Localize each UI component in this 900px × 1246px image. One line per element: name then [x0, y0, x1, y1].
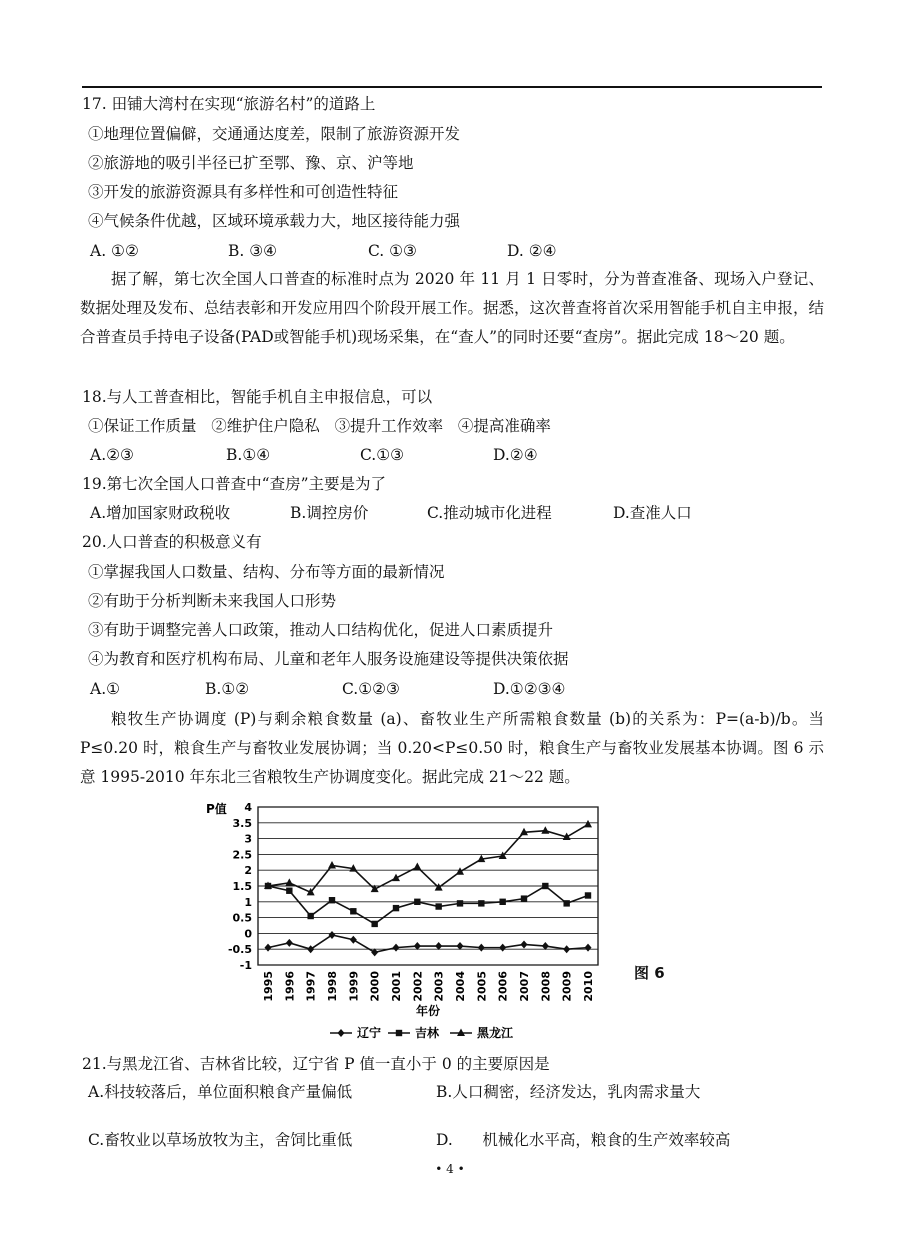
q19-option-b[interactable]: B.调控房价 — [290, 504, 369, 522]
data-point-series-1 — [563, 945, 570, 953]
data-point-series-2 — [542, 883, 548, 889]
x-tick-label: 2003 — [432, 971, 446, 1002]
x-tick-label: 2001 — [390, 971, 403, 1002]
page-number: • 4 • — [435, 1162, 465, 1176]
q21-option-d[interactable]: D. 机械化水平高，粮食的生产效率较高 — [436, 1131, 731, 1149]
y-axis-label: P值 — [206, 802, 227, 816]
legend-label: 辽宁 — [357, 1026, 382, 1040]
y-tick-label: 0 — [244, 927, 252, 941]
data-point-series-2 — [307, 913, 313, 919]
x-tick-label: 2004 — [454, 971, 467, 1002]
q21-option-a[interactable]: A.科技较落后，单位面积粮食产量偏低 — [88, 1083, 353, 1101]
q17-option-d[interactable]: D. ②④ — [507, 242, 557, 260]
q19-option-c[interactable]: C.推动城市化进程 — [427, 504, 552, 522]
y-tick-label: 4 — [244, 801, 252, 814]
x-tick-label: 2005 — [475, 971, 489, 1002]
q17-item-1: ①地理位置偏僻，交通通达度差，限制了旅游资源开发 — [88, 125, 461, 143]
q20-option-a[interactable]: A.① — [90, 680, 121, 698]
q20-option-d[interactable]: D.①②③④ — [493, 680, 566, 698]
data-point-series-1 — [585, 944, 592, 952]
q19-stem: 19.第七次全国人口普查中“查房”主要是为了 — [82, 475, 386, 493]
x-axis-label: 年份 — [415, 1004, 441, 1018]
x-tick-label: 1997 — [304, 971, 318, 1002]
series-line-1 — [268, 935, 588, 952]
q17-item-3: ③开发的旅游资源具有多样性和可创造性特征 — [88, 183, 399, 201]
data-point-series-1 — [478, 944, 485, 952]
x-tick-label: 1995 — [262, 971, 275, 1002]
q17-item-2: ②旅游地的吸引半径已扩至鄂、豫、京、沪等地 — [88, 154, 414, 172]
q17-option-b[interactable]: B. ③④ — [228, 242, 278, 260]
x-tick-label: 1999 — [347, 971, 361, 1002]
data-point-series-1 — [393, 944, 400, 952]
data-point-series-3 — [541, 826, 549, 834]
legend-marker — [338, 1029, 345, 1037]
q20-stem: 20.人口普查的积极意义有 — [82, 533, 262, 551]
q20-option-b[interactable]: B.①② — [205, 680, 250, 698]
q17-stem: 17. 田铺大湾村在实现“旅游名村”的道路上 — [82, 95, 376, 113]
q18-option-c[interactable]: C.①③ — [360, 446, 405, 464]
data-point-series-2 — [329, 897, 335, 903]
header-rule — [82, 86, 822, 88]
q17-option-a[interactable]: A. ①② — [90, 242, 139, 260]
data-point-series-2 — [521, 895, 527, 901]
data-point-series-2 — [563, 900, 569, 906]
data-point-series-1 — [521, 940, 528, 948]
y-tick-label: 1 — [244, 895, 252, 909]
data-point-series-1 — [286, 939, 293, 947]
data-point-series-2 — [350, 908, 356, 914]
y-tick-label: -0.5 — [227, 943, 252, 957]
data-point-series-1 — [307, 945, 314, 953]
q21-stem: 21.与黑龙江省、吉林省比较，辽宁省 P 值一直小于 0 的主要原因是 — [82, 1055, 550, 1073]
q18-stem: 18.与人工普查相比，智能手机自主申报信息，可以 — [82, 388, 433, 406]
series-line-2 — [268, 886, 588, 924]
data-point-series-3 — [285, 878, 293, 886]
q20-option-c[interactable]: C.①②③ — [342, 680, 400, 698]
y-tick-label: 2 — [244, 864, 252, 878]
x-tick-label: 2008 — [539, 971, 553, 1002]
q21-option-c[interactable]: C.畜牧业以草场放牧为主，舍饲比重低 — [88, 1131, 353, 1149]
p-value-line-chart — [200, 795, 620, 1045]
data-point-series-2 — [435, 903, 441, 909]
data-point-series-3 — [413, 863, 421, 871]
y-tick-label: 2.5 — [232, 848, 252, 862]
figure-label: 图 6 — [634, 964, 665, 982]
q20-item-2: ②有助于分析判断未来我国人口形势 — [88, 592, 337, 610]
q20-item-1: ①掌握我国人口数量、结构、分布等方面的最新情况 — [88, 563, 445, 581]
q18-items: ①保证工作质量 ②维护住户隐私 ③提升工作效率 ④提高准确率 — [88, 417, 551, 435]
x-tick-label: 2009 — [560, 971, 574, 1002]
passage-census: 据了解，第七次全国人口普查的标准时点为 2020 年 11 月 1 日零时，分为普查准备、现场入户登记、数据处理及发布、总结表彰和开发应用四个阶段开展工作。据悉，这次普查将首次采用智能手机自主申报，结合普查员手持电子设备(PAD或智能手机)现场采集，在“查人”的同时还要“查房”。据此完成 18～20 题。 — [80, 270, 825, 346]
data-point-series-2 — [414, 899, 420, 905]
x-tick-label: 2006 — [496, 971, 510, 1002]
y-tick-label: 3.5 — [232, 816, 252, 830]
y-tick-label: 1.5 — [232, 880, 252, 893]
legend-marker — [396, 1030, 402, 1036]
data-point-series-2 — [286, 888, 292, 894]
x-tick-label: 2002 — [411, 971, 425, 1002]
data-point-series-2 — [393, 905, 399, 911]
q19-option-d[interactable]: D.查准人口 — [613, 504, 692, 522]
q17-item-4: ④气候条件优越，区域环境承载力大，地区接待能力强 — [88, 212, 461, 230]
q18-option-b[interactable]: B.①④ — [226, 446, 271, 464]
data-point-series-3 — [328, 861, 336, 869]
q17-option-c[interactable]: C. ①③ — [368, 242, 417, 260]
data-point-series-1 — [499, 944, 506, 952]
x-tick-label: 1996 — [283, 971, 297, 1002]
data-point-series-2 — [457, 900, 463, 906]
x-tick-label: 2010 — [582, 971, 595, 1002]
x-tick-label: 1998 — [326, 971, 339, 1002]
q18-option-a[interactable]: A.②③ — [90, 446, 134, 464]
data-point-series-2 — [371, 921, 377, 927]
q18-option-d[interactable]: D.②④ — [493, 446, 538, 464]
q19-option-a[interactable]: A.增加国家财政税收 — [90, 504, 231, 522]
q21-option-b[interactable]: B.人口稠密，经济发达，乳肉需求量大 — [436, 1083, 701, 1101]
x-tick-label: 2007 — [518, 971, 531, 1002]
data-point-series-2 — [585, 892, 591, 898]
q20-item-4: ④为教育和医疗机构布局、儿童和老年人服务设施建设等提供决策依据 — [88, 650, 569, 668]
legend-label: 黑龙江 — [477, 1026, 514, 1040]
data-point-series-1 — [265, 944, 272, 952]
series-line-3 — [268, 824, 588, 892]
passage-grain-livestock: 粮牧生产协调度 (P)与剩余粮食数量 (a)、畜牧业生产所需粮食数量 (b)的关系为：P=(a-b)/b。当 P≤0.20 时，粮食生产与畜牧业发展协调；当 0.20<P≤0.50 时，粮食生产与畜牧业发展基本协调。图 6 示意 1995-2010 年东北三省粮牧生产协调度变化。据此完成 21～22 题。 — [80, 710, 824, 786]
q20-item-3: ③有助于调整完善人口政策，推动人口结构优化，促进人口素质提升 — [88, 621, 554, 639]
y-tick-label: 3 — [244, 832, 252, 846]
y-tick-label: -1 — [239, 959, 252, 972]
data-point-series-2 — [478, 900, 484, 906]
legend-label: 吉林 — [415, 1026, 440, 1040]
data-point-series-1 — [350, 936, 357, 944]
data-point-series-3 — [584, 820, 592, 828]
x-tick-label: 2000 — [368, 971, 382, 1002]
data-point-series-2 — [499, 899, 505, 905]
y-tick-label: 0.5 — [232, 911, 252, 925]
data-point-series-1 — [329, 931, 336, 939]
